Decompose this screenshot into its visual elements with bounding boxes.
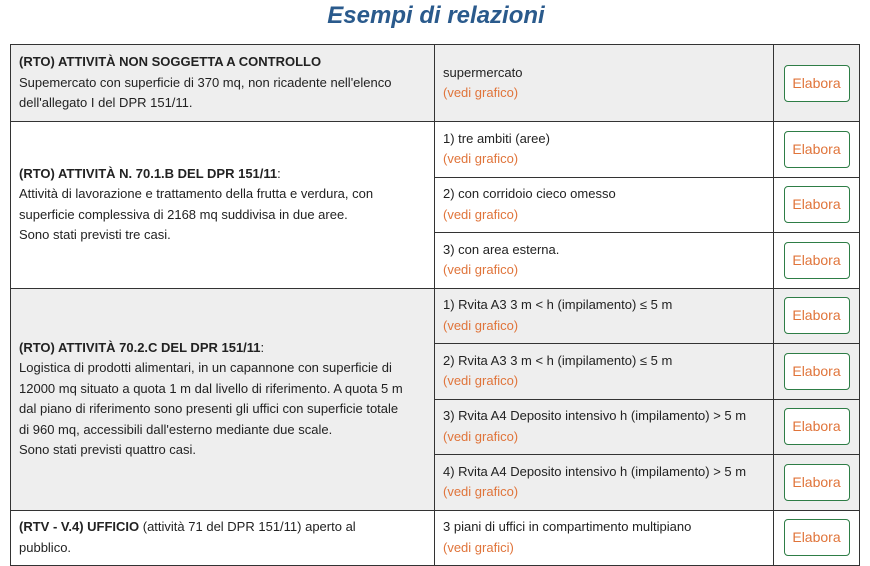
description-line: pubblico. (19, 539, 72, 555)
case-cell (435, 510, 774, 565)
description-cell (11, 288, 435, 510)
description-cell (11, 45, 435, 122)
description-line: Sono stati previsti quattro casi. (19, 442, 197, 457)
case-cell (435, 233, 774, 289)
case-label: supermercato (443, 64, 523, 80)
description-cell (11, 510, 435, 565)
case-cell (435, 399, 774, 455)
heading-suffix: : (260, 339, 265, 355)
case-label: 1) tre ambiti (aree) (443, 130, 550, 146)
vedi-grafico-link[interactable]: (vedi grafico) (443, 262, 519, 278)
elabora-button[interactable]: Elabora (784, 297, 850, 334)
case-cell (435, 122, 774, 178)
table-row (11, 510, 860, 565)
case-cell (435, 45, 774, 122)
elabora-button[interactable]: Elabora (784, 65, 850, 102)
heading-suffix: : (277, 165, 281, 181)
vedi-grafico-link[interactable]: (vedi grafico) (443, 151, 519, 167)
case-label: 3) con area esterna. (443, 241, 560, 257)
elabora-button[interactable]: Elabora (784, 186, 850, 223)
vedi-grafico-link[interactable]: (vedi grafico) (443, 484, 519, 500)
activity-heading: (RTO) ATTIVITÀ NON SOGGETTA A CONTROLLO (19, 54, 322, 70)
vedi-grafico-link[interactable]: (vedi grafico) (443, 428, 519, 444)
vedi-grafico-link[interactable]: (vedi grafico) (443, 373, 519, 389)
case-label: 3 piani di uffici in compartimento multipiano (443, 519, 692, 534)
description-line: dell'allegato I del DPR 151/11. (19, 95, 193, 111)
case-label: 2) con corridoio cieco omesso (443, 186, 616, 202)
elabora-button[interactable]: Elabora (784, 131, 850, 168)
action-cell (774, 288, 860, 344)
action-cell (774, 45, 860, 122)
elabora-button[interactable]: Elabora (784, 353, 850, 390)
action-cell (774, 344, 860, 400)
heading-suffix: (attività 71 del DPR 151/11) aperto al (139, 519, 356, 534)
action-cell (774, 122, 860, 178)
action-cell (774, 399, 860, 455)
description-line: Attività di lavorazione e trattamento della frutta e verdura, con (19, 186, 374, 202)
case-label: 2) Rvita A3 3 m < h (impilamento) ≤ 5 m (443, 352, 673, 368)
elabora-button[interactable]: Elabora (784, 464, 850, 501)
page-title: Esempi di relazioni (327, 2, 545, 29)
table-row (11, 122, 860, 178)
activity-heading: (RTV - V.4) UFFICIO (19, 519, 140, 534)
elabora-button[interactable]: Elabora (784, 408, 850, 445)
table-row (11, 45, 860, 122)
action-cell (774, 233, 860, 289)
description-line: 12000 mq situato a quota 1 m dal livello di riferimento. A quota 5 m (19, 380, 403, 396)
vedi-grafico-link[interactable]: (vedi grafico) (443, 317, 519, 333)
description-line: dal piano di riferimento sono presenti gli uffici con superficie totale (19, 401, 399, 416)
vedi-grafico-link[interactable]: (vedi grafico) (443, 206, 519, 222)
case-cell (435, 455, 774, 511)
activity-heading: (RTO) ATTIVITÀ 70.2.C DEL DPR 151/11 (19, 339, 261, 355)
case-cell (435, 288, 774, 344)
vedi-grafico-link[interactable]: (vedi grafico) (443, 85, 519, 100)
description-line: di 960 mq, accessibili dall'esterno mediante due scale. (19, 421, 333, 437)
action-cell (774, 455, 860, 511)
action-cell (774, 510, 860, 565)
elabora-button[interactable]: Elabora (784, 519, 850, 556)
case-cell (435, 177, 774, 233)
case-cell (435, 344, 774, 400)
case-label: 3) Rvita A4 Deposito intensivo h (impilamento) > 5 m (443, 408, 747, 424)
case-label: 1) Rvita A3 3 m < h (impilamento) ≤ 5 m (443, 297, 673, 313)
description-line: Supemercato con superficie di 370 mq, non ricadente nell'elenco (19, 74, 392, 90)
elabora-button[interactable]: Elabora (784, 242, 850, 279)
examples-table (10, 44, 860, 566)
case-label: 4) Rvita A4 Deposito intensivo h (impilamento) > 5 m (443, 463, 747, 479)
vedi-grafici-link[interactable]: (vedi grafici) (443, 539, 514, 555)
activity-heading: (RTO) ATTIVITÀ N. 70.1.B DEL DPR 151/11 (19, 165, 278, 181)
description-cell (11, 122, 435, 289)
action-cell (774, 177, 860, 233)
description-line: superficie complessiva di 2168 mq suddivisa in due aree. (19, 206, 348, 222)
description-line: Logistica di prodotti alimentari, in un capannone con superficie di (19, 360, 392, 375)
table-row (11, 288, 860, 344)
description-line: Sono stati previsti tre casi. (19, 227, 171, 243)
